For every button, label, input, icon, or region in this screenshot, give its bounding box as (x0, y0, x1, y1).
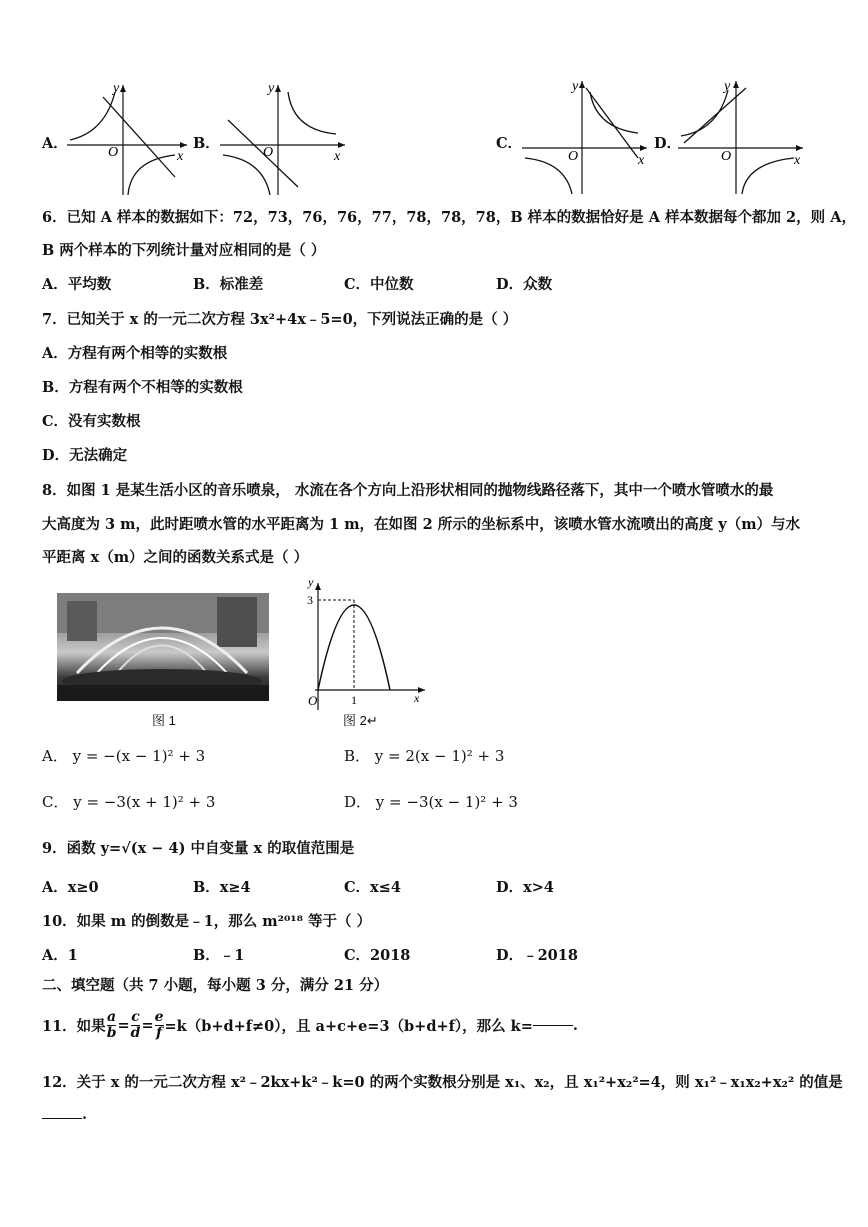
frac-den-b: b (106, 1025, 117, 1041)
q9-stem: 9．函数 y=√(x − 4) 中自变量 x 的取值范围是 (42, 840, 355, 857)
q8-stem-line2: 大高度为 3 m，此时距喷水管的水平距离为 1 m，在如图 2 所示的坐标系中，该喷水管水流喷出的高度 y（m）与水 (42, 516, 801, 533)
q6-stem-line2: B 两个样本的下列统计量对应相同的是（ ） (42, 242, 326, 259)
q7-option-d: D．无法确定 (42, 447, 128, 464)
frac-den-f: f (156, 1025, 163, 1041)
frac-num-a: a (107, 1009, 117, 1025)
q6-option-d: D．众数 (496, 276, 553, 293)
q5d-x-axis-label: x (794, 153, 801, 168)
fig2-peak-y-label: 3 (307, 593, 313, 607)
q5-option-b-label: B． (193, 135, 220, 152)
q7-stem: 7．已知关于 x 的一元二次方程 3x²+4x﹣5=0，下列说法正确的是（ ） (42, 311, 518, 328)
q5b-x-axis-label: x (334, 149, 341, 164)
q10-option-a: A．1 (42, 947, 78, 964)
fraction-e-over-f (155, 1010, 164, 1041)
frac-num-c: c (131, 1009, 140, 1025)
q5a-y-axis-label: y (113, 82, 120, 96)
frac-den-d: d (130, 1025, 141, 1041)
section-2-heading: 二、填空题（共 7 小题，每小题 3 分，满分 21 分） (42, 977, 389, 994)
q12-answer-line (42, 1106, 87, 1123)
q10-stem: 10．如果 m 的倒数是﹣1，那么 m²⁰¹⁸ 等于（ ） (42, 913, 372, 930)
q9-option-c: C．x≤4 (344, 879, 401, 896)
q10-option-c: C．2018 (344, 947, 411, 964)
fountain-photo (57, 593, 269, 701)
q5-graph-c (520, 78, 650, 196)
fountain-illustration (57, 593, 269, 701)
q11-end: . (572, 1017, 578, 1034)
q8-fig2-graph (300, 575, 430, 715)
q8-option-d: D． y = −3(x − 1)² + 3 (344, 793, 518, 811)
q5d-origin-label: O (721, 149, 732, 164)
q5-graph-b (218, 82, 348, 197)
q10-option-b: B．﹣1 (193, 947, 245, 964)
q11-answer-blank[interactable] (533, 1025, 573, 1026)
fig2-origin-label: O (308, 693, 318, 708)
q8-fig2-caption: 图 2↵ (343, 713, 378, 728)
q6-option-a: A．平均数 (42, 276, 112, 293)
q10-option-d: D．﹣2018 (496, 947, 578, 964)
q8-option-c: C． y = −3(x + 1)² + 3 (42, 793, 216, 811)
q5c-x-axis-label: x (638, 153, 645, 168)
q8-option-a: A． y = −(x − 1)² + 3 (42, 747, 206, 765)
q7-option-c: C．没有实数根 (42, 413, 141, 430)
q9-option-d: D．x>4 (496, 879, 554, 896)
q5a-x-axis-label: x (177, 149, 184, 164)
q7-option-a: A．方程有两个相等的实数根 (42, 345, 228, 362)
q5b-origin-label: O (263, 145, 274, 160)
q6-stem-line1: 6．已知 A 样本的数据如下：72，73，76，76，77，78，78，78，B 样本的数据恰好是 A 样本数据每个都加 2，则 A， (42, 209, 856, 226)
frac-num-e: e (154, 1009, 164, 1025)
fraction-a-over-b (107, 1010, 117, 1041)
q8-stem-line1: 8．如图 1 是某生活小区的音乐喷泉， 水流在各个方向上沿形状相同的抛物线路径落下，其中一个喷水管喷水的最 (42, 482, 774, 499)
q5-graph-a (65, 82, 190, 197)
fraction-c-over-d (131, 1010, 141, 1041)
fig2-x-axis-label: x (414, 691, 420, 705)
q5-option-c-label: C． (496, 135, 523, 152)
q8-fig1-caption: 图 1 (152, 713, 176, 728)
q5-graph-d (676, 78, 806, 196)
q8-stem-line3: 平距离 x（m）之间的函数关系式是（ ） (42, 549, 309, 566)
q9-option-b: B．x≥4 (193, 879, 251, 896)
q5d-y-axis-label: y (724, 79, 731, 94)
q11-prefix: 11．如果 (42, 1018, 106, 1035)
fig2-y-axis-label: y (308, 575, 314, 589)
q12-answer-blank[interactable] (42, 1118, 82, 1119)
q5c-y-axis-label: y (572, 79, 579, 94)
q5c-origin-label: O (568, 149, 579, 164)
q9-option-a: A．x≥0 (42, 879, 99, 896)
q5b-y-axis-label: y (268, 82, 275, 96)
q5-option-d-label: D． (654, 135, 682, 152)
q12-end: . (82, 1106, 88, 1123)
q11-stem: 11．如果 $\frac{a}{b}$ = $\frac{c}{d}$ = $\frac{e}{f}$ =k（b+d+f≠0），且 a+c+e=3（b+d+f），那么 k= . (42, 1009, 578, 1041)
q5-option-a-label: A． (42, 135, 68, 152)
q7-option-b: B．方程有两个不相等的实数根 (42, 379, 243, 396)
q11-suffix: =k（b+d+f≠0），且 a+c+e=3（b+d+f），那么 k= (164, 1018, 533, 1035)
q8-option-b: B． y = 2(x − 1)² + 3 (344, 747, 505, 765)
q12-stem-line1: 12．关于 x 的一元二次方程 x²﹣2kx+k²﹣k=0 的两个实数根分别是 x₁、x₂，且 x₁²+x₂²=4，则 x₁²﹣x₁x₂+x₂² 的值是 (42, 1074, 843, 1091)
fig2-peak-x-label: 1 (351, 693, 357, 707)
q5a-origin-label: O (108, 145, 119, 160)
q6-option-c: C．中位数 (344, 276, 414, 293)
q6-option-b: B．标准差 (193, 276, 264, 293)
